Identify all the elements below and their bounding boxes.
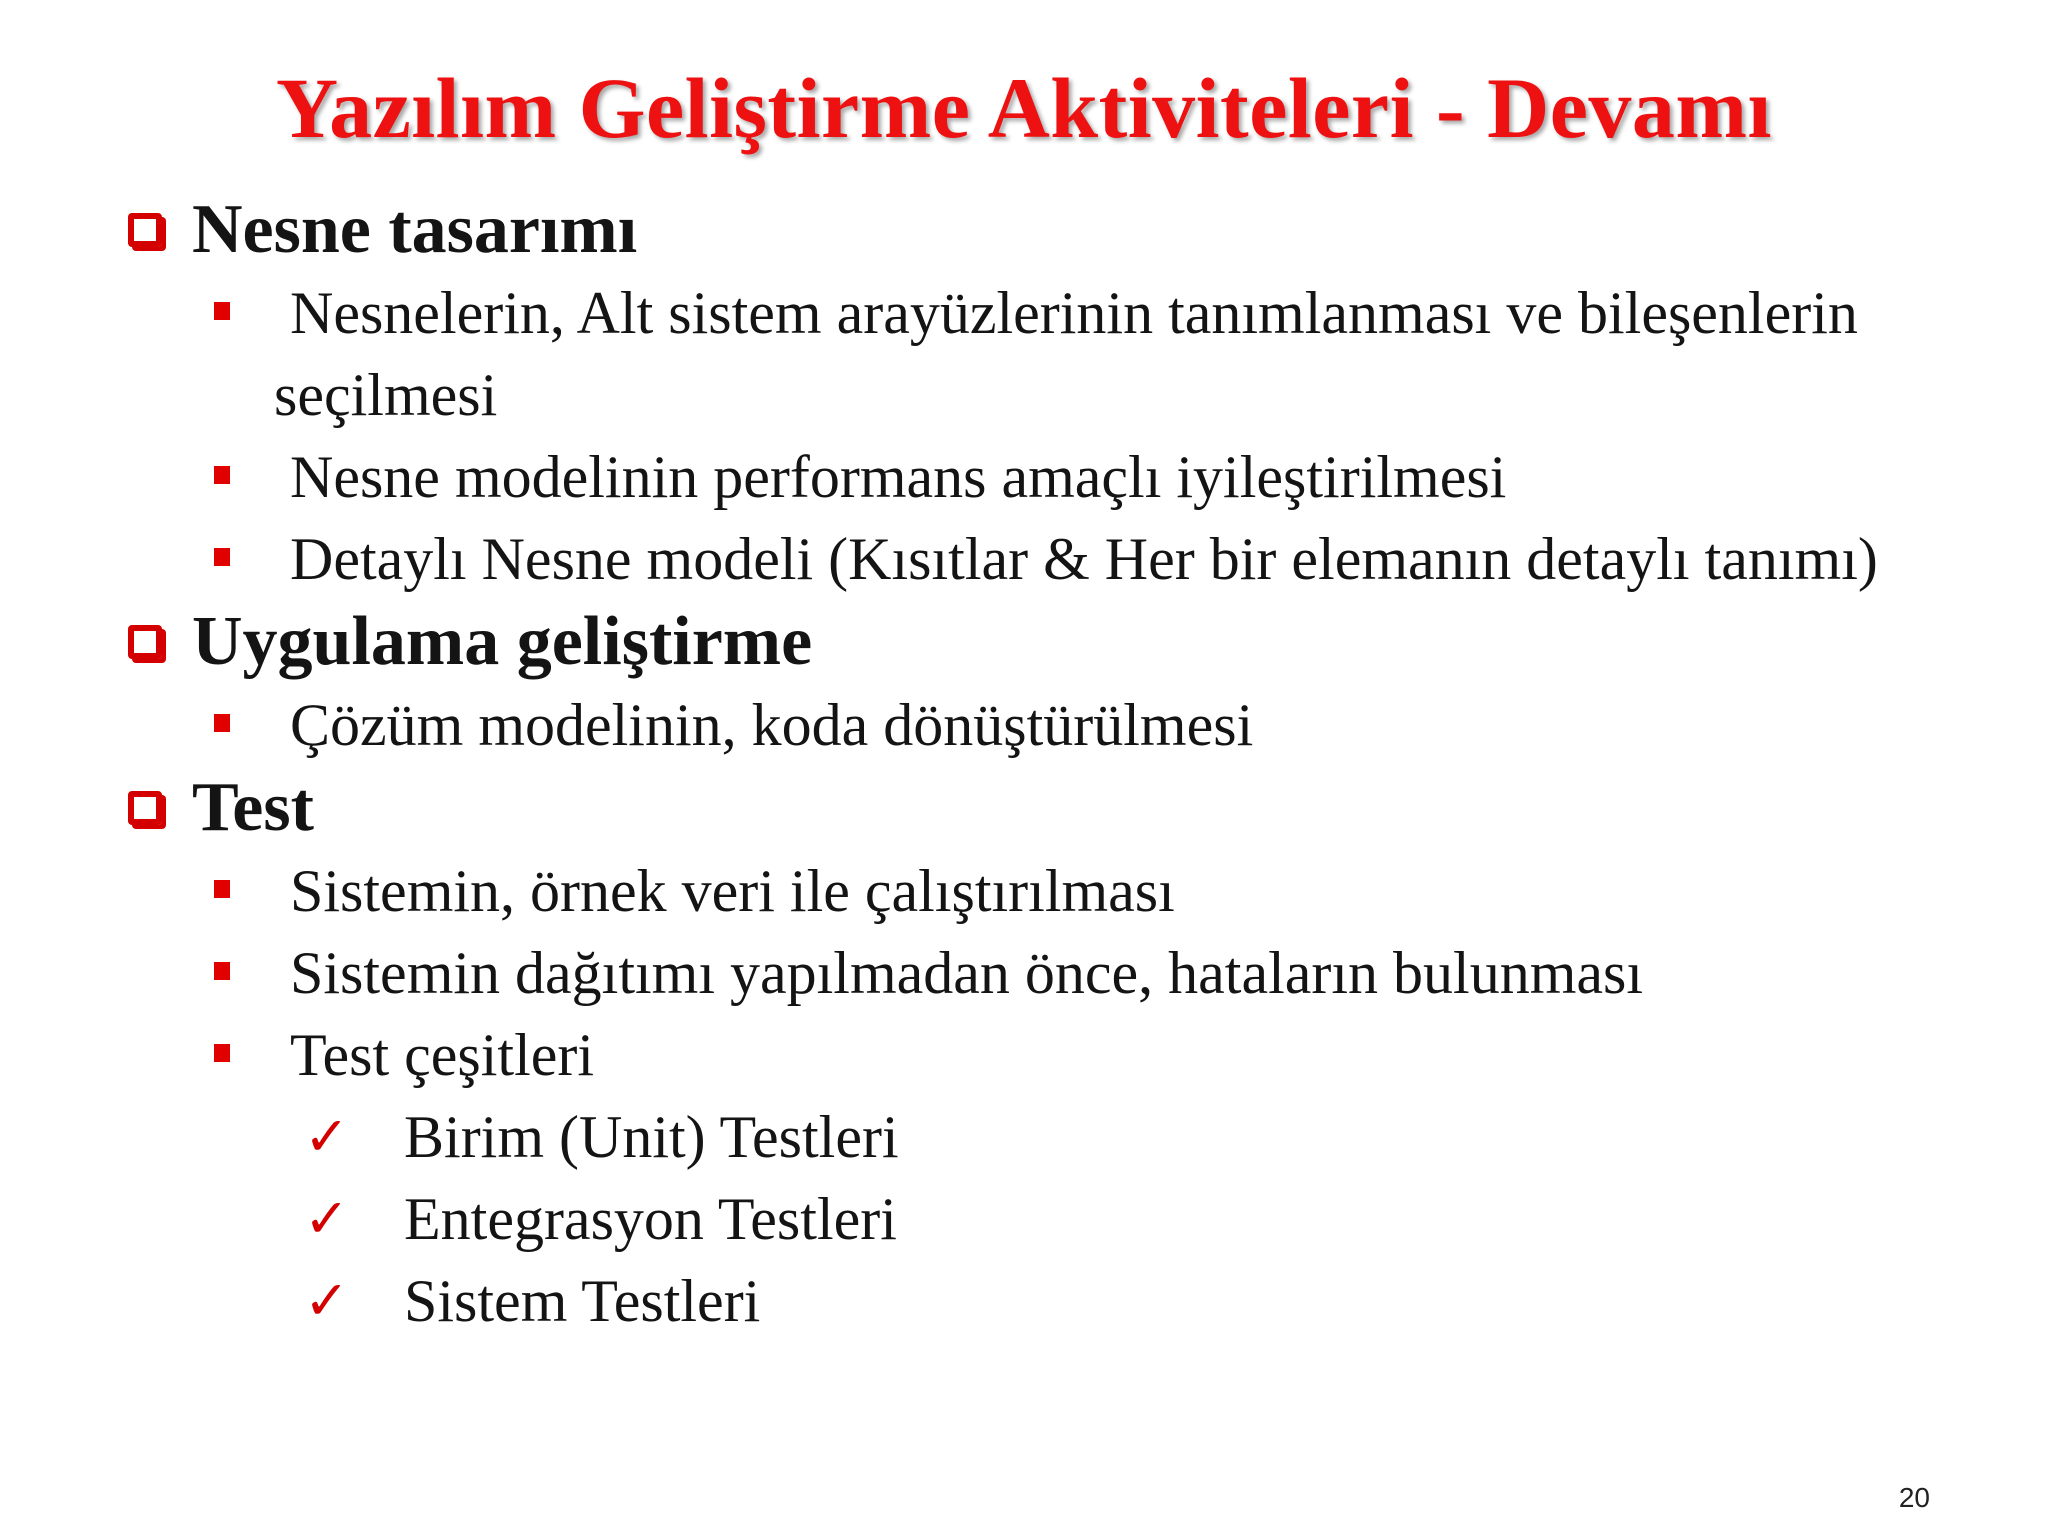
checkmark-icon: ✓ bbox=[304, 1187, 350, 1250]
section-heading-text: Test bbox=[192, 769, 314, 846]
check-text: Sistem Testleri bbox=[404, 1268, 761, 1334]
checkbox-bullet-icon bbox=[128, 213, 162, 247]
slide-content bbox=[128, 188, 2008, 1342]
check-item bbox=[128, 1260, 2008, 1342]
bullet-item bbox=[128, 436, 2000, 518]
check-item bbox=[128, 1096, 2008, 1178]
bullet-text: Sistemin dağıtımı yapılmadan önce, hataların bulunması bbox=[290, 940, 1644, 1006]
section-heading-text: Nesne tasarımı bbox=[192, 191, 638, 268]
square-bullet-icon bbox=[214, 548, 230, 566]
bullet-text: Nesnelerin, Alt sistem arayüzlerinin tanımlanması ve bileşenlerin seçilmesi bbox=[274, 280, 1858, 428]
bullet-item bbox=[128, 518, 2000, 600]
slide-title: Yazılım Geliştirme Aktiviteleri - Devamı bbox=[276, 60, 1772, 156]
checkmark-icon: ✓ bbox=[304, 1269, 350, 1332]
check-text: Birim (Unit) Testleri bbox=[404, 1104, 899, 1170]
square-bullet-icon bbox=[214, 962, 230, 980]
section-heading bbox=[128, 600, 2008, 684]
bullet-item bbox=[128, 1014, 2000, 1096]
square-bullet-icon bbox=[214, 880, 230, 898]
checkbox-bullet-icon bbox=[128, 625, 162, 659]
square-bullet-icon bbox=[214, 714, 230, 732]
bullet-text: Nesne modelinin performans amaçlı iyileştirilmesi bbox=[290, 444, 1507, 510]
square-bullet-icon bbox=[214, 466, 230, 484]
check-item bbox=[128, 1178, 2008, 1260]
section-heading-text: Uygulama geliştirme bbox=[192, 603, 813, 680]
section-heading bbox=[128, 766, 2008, 850]
bullet-text: Test çeşitleri bbox=[290, 1022, 595, 1088]
bullet-item bbox=[128, 850, 2000, 932]
bullet-item bbox=[128, 684, 2000, 766]
bullet-item bbox=[128, 272, 2000, 436]
square-bullet-icon bbox=[214, 302, 230, 320]
bullet-text: Detaylı Nesne modeli (Kısıtlar & Her bir elemanın detaylı tanımı) bbox=[290, 526, 1878, 592]
bullet-item bbox=[128, 932, 2000, 1014]
checkmark-icon: ✓ bbox=[304, 1105, 350, 1168]
section-heading bbox=[128, 188, 2008, 272]
square-bullet-icon bbox=[214, 1044, 230, 1062]
checkbox-bullet-icon bbox=[128, 791, 162, 825]
bullet-text: Çözüm modelinin, koda dönüştürülmesi bbox=[290, 692, 1254, 758]
page-number: 20 bbox=[1898, 1482, 1930, 1513]
bullet-text: Sistemin, örnek veri ile çalıştırılması bbox=[290, 858, 1175, 924]
check-text: Entegrasyon Testleri bbox=[404, 1186, 897, 1252]
